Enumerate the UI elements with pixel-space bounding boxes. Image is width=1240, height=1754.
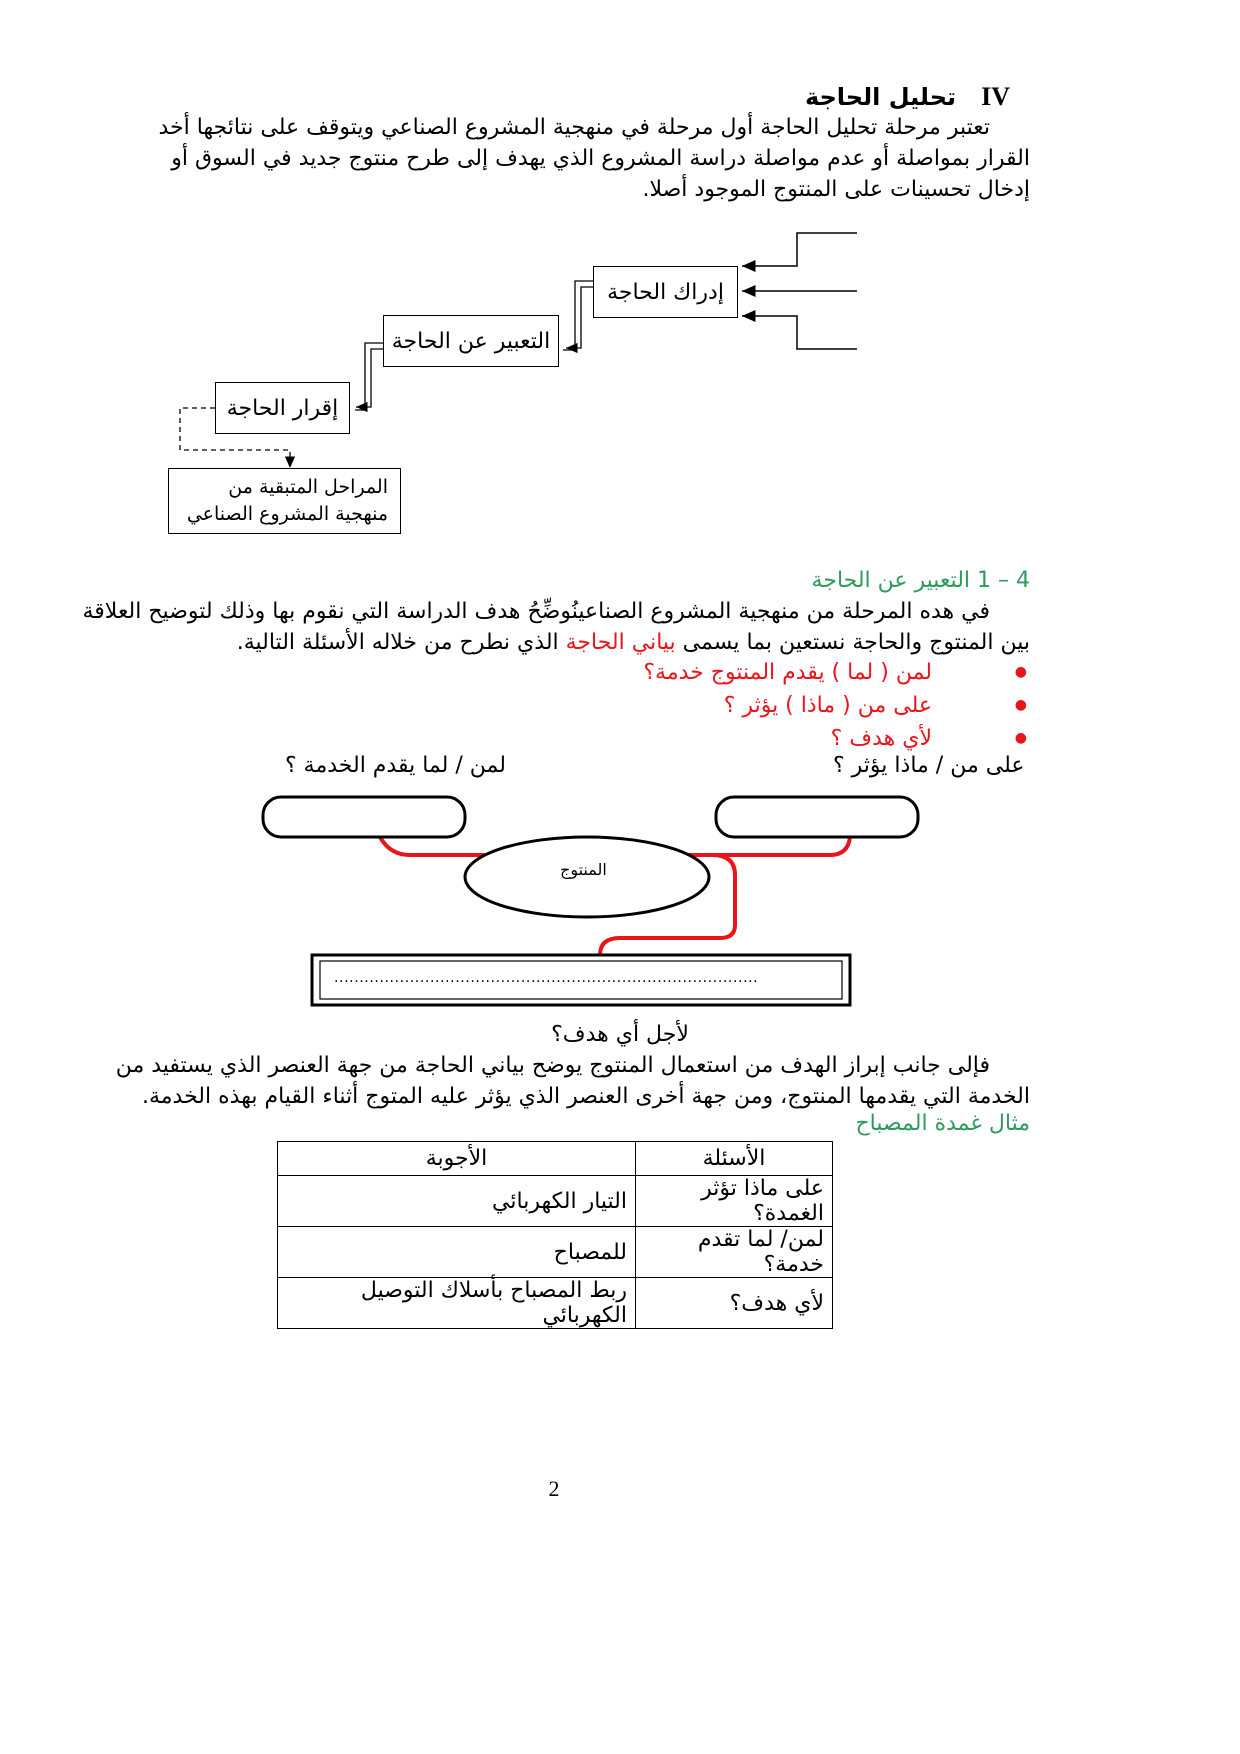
input-line-bottom	[742, 316, 857, 349]
subsection-heading: 4 – 1 التعبير عن الحاجة	[811, 568, 1030, 593]
list-item: ● لمن ( لما ) يقدم المنتوج خدمة؟	[432, 656, 932, 689]
table-cell-answer: التيار الكهربائي	[278, 1176, 636, 1227]
question-list	[432, 656, 932, 755]
diagram-label-left: لمن / لما يقدم الخدمة ؟	[285, 753, 506, 778]
page-number: 2	[548, 1476, 560, 1501]
table-cell-answer: ربط المصباح بأسلاك التوصيل الكهربائي	[278, 1278, 636, 1329]
remaining-stages-box	[168, 468, 401, 534]
table-cell-answer: للمصباح	[278, 1227, 636, 1278]
table-row	[278, 1227, 833, 1278]
example-table	[277, 1141, 833, 1329]
list-item: ● على من ( ماذا ) يؤثر ؟	[432, 689, 932, 722]
table-row	[278, 1176, 833, 1227]
need-diagram-term: بياني الحاجة	[565, 630, 676, 655]
header-answers: الأجوبة	[278, 1142, 636, 1176]
table-row	[278, 1278, 833, 1329]
list-item: ● لأي هدف ؟	[432, 722, 932, 755]
approve-need-box: إقرار الحاجة	[215, 382, 350, 434]
section-number: IV	[981, 82, 1010, 111]
left-pill	[263, 797, 465, 837]
product-label: المنتوج	[560, 860, 607, 879]
remaining-line-2: منهجية المشروع الصناعي	[186, 503, 388, 525]
perceive-need-box: إدراك الحاجة	[593, 266, 738, 318]
connector-express-approve	[355, 343, 383, 410]
remaining-line-1: المراحل المتبقية من	[228, 476, 388, 498]
right-pill	[716, 797, 918, 837]
table-cell-question: لمن/ لما تقدم خدمة؟	[636, 1227, 833, 1278]
diagram-label-right: على من / ماذا يؤثر ؟	[833, 753, 1025, 778]
section-title: تحليل الحاجة	[804, 83, 957, 111]
explanation-paragraph: فإلى جانب إبراز الهدف من استعمال المنتوج يوضح بياني الحاجة من جهة العنصر الذي يستفيد من الخدمة التي يقدمها المنتوج، ومن جهة أخرى العنصر الذي يؤثر عليه المتوج أثناء القيام بهذه الخدمة.	[115, 1053, 1030, 1109]
table-cell-question: على ماذا تؤثر الغمدة؟	[636, 1176, 833, 1227]
goal-dots: ....................................................................................	[334, 970, 759, 986]
example-title: مثال غمدة المصباح	[855, 1111, 1030, 1136]
table-cell-question: لأي هدف؟	[636, 1278, 833, 1329]
subsection-paragraph: في هده المرحلة من منهجية المشروع الصناعينُوضِّحُ هدف الدراسة التي نقوم بها وذلك لتوضيح العلاقة بين المنتوج والحاجة نستعين بما يسمى بياني الحاجة الذي نطرح من خلاله الأسئلة التالية.	[82, 599, 1030, 655]
express-need-box: التعبير عن الحاجة	[383, 315, 559, 367]
connector-perceive-express	[563, 281, 593, 350]
input-line-top	[742, 233, 857, 266]
table-header	[278, 1142, 833, 1176]
goal-label: لأجل أي هدف؟	[551, 1022, 689, 1047]
intro-paragraph: تعتبر مرحلة تحليل الحاجة أول مرحلة في منهجية المشروع الصناعي ويتوقف على نتائجها أخد القرار بمواصلة أو عدم مواصلة دراسة المشروع الذي يهدف إلى طرح منتوج جديد في السوق أو إدخال تحسينات على المنتوج الموجود أصلا.	[158, 115, 1030, 202]
header-questions: الأسئلة	[636, 1142, 833, 1176]
